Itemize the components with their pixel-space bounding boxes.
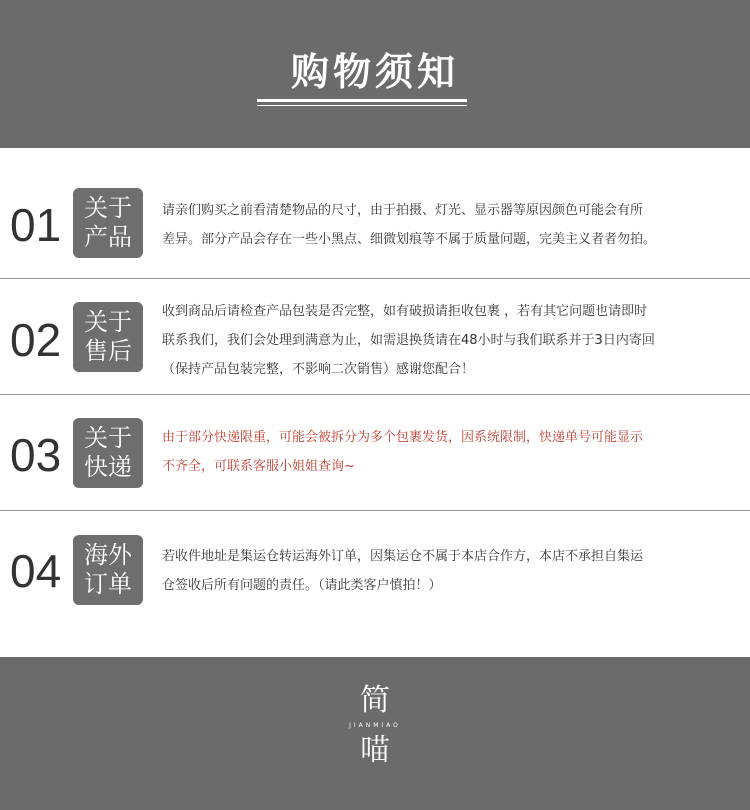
badge-line: 海外 [84,541,132,569]
section-badge [73,188,143,258]
title-underline [257,99,467,102]
section-number: 04 [10,545,62,597]
badge-line: 产品 [84,223,132,251]
text-line: 由于部分快递限重，可能会被拆分为多个包裹发货，因系统限制，快递单号可能显示 [162,430,644,445]
text-line: 请亲们购买之前看清楚物品的尺寸，由于拍摄、灯光、显示器等原因颜色可能会有所 [162,203,644,218]
text-line: 仓签收后所有问题的责任。（请此类客户慎拍！） [162,578,442,593]
badge-line: 快递 [84,453,132,481]
text-line: 联系我们，我们会处理到满意为止，如需退换货请在48小时与我们联系并于3日内寄回 [162,333,655,348]
section-text [162,542,737,600]
badge-line: 售后 [84,337,132,365]
section-text [162,423,737,481]
badge-line: 关于 [84,194,132,222]
brand-char-top: 简 [360,683,390,718]
section-badge [73,418,143,488]
divider [0,510,750,511]
text-line: （保持产品包装完整，不影响二次销售）感谢您配合！ [162,362,475,377]
section-number: 03 [10,429,62,481]
divider [0,278,750,279]
section-text [162,196,737,254]
section-badge [73,302,143,372]
text-line: 若收件地址是集运仓转运海外订单，因集运仓不属于本店合作方，本店不承担自集运 [162,549,644,564]
text-line: 差异。部分产品会存在一些小黑点、细微划痕等不属于质量问题，完美主义者者勿拍。 [162,232,657,247]
header-banner [0,0,750,148]
section-text [162,297,737,384]
section-badge [73,535,143,605]
badge-line: 关于 [84,424,132,452]
divider [0,394,750,395]
text-line: 收到商品后请检查产品包装是否完整，如有破损请拒收包裹 ，若有其它问题也请即时 [162,304,648,319]
section-number: 01 [10,199,62,251]
page-title: 购物须知 [290,50,459,94]
title-underline-thin [257,105,467,106]
badge-line: 订单 [84,570,132,598]
brand-subtitle: JIANMIAO [349,722,401,729]
section-number: 02 [10,314,62,366]
badge-line: 关于 [84,308,132,336]
text-line: 不齐全，可联系客服小姐姐查询~ [162,459,355,474]
brand-char-bottom: 喵 [360,733,390,768]
